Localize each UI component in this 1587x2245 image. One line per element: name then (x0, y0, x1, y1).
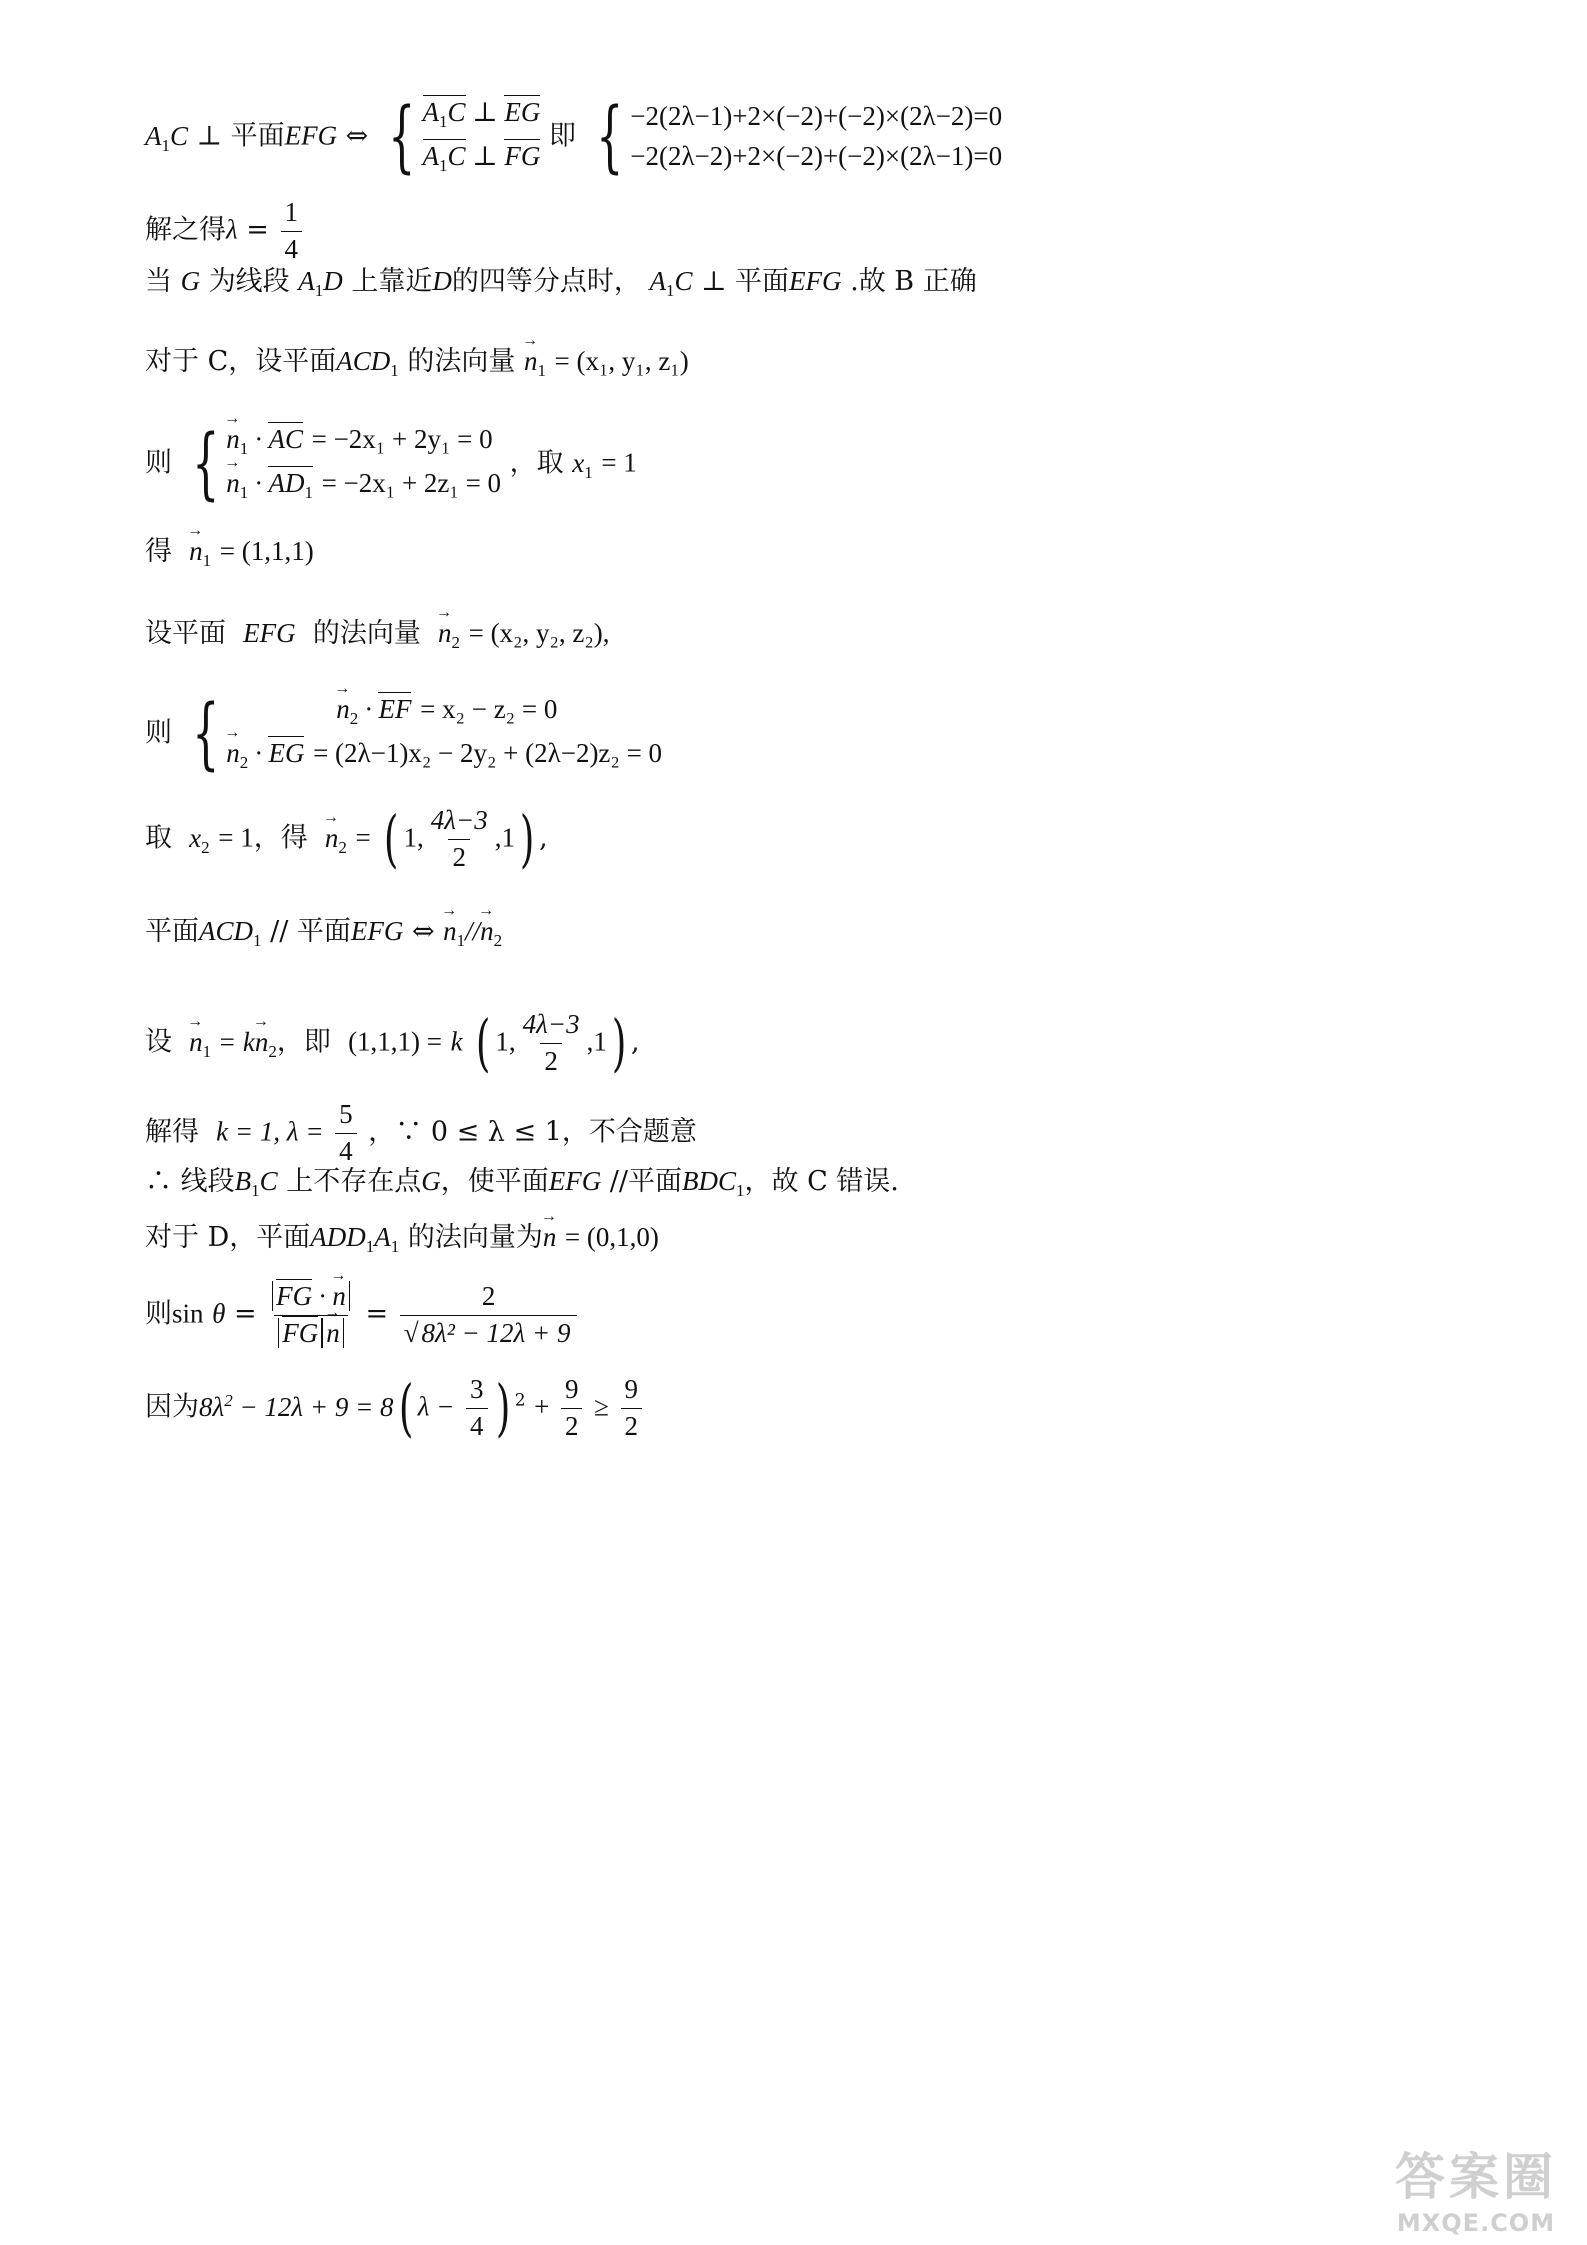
equation-1b: −2(2λ−2)+2×(−2)+(−2)×(2λ−1)=0 (630, 141, 1003, 171)
line-option-d: 对于 D，平面$ADD_1A_1$ 的法向量为→ n = (0,1,0) (145, 1224, 659, 1255)
line-system-n1: 则 { → $n_1$ · AC = −2x₁ + 2y₁ = 0 → $n_1 \cdot AD_1 = -2x_1 + 2z_1 = 0$ ，取 $x_1 = 1$ (145, 425, 637, 503)
line-solve-lambda: 解之得λ = $\frac{1}{4}$ (145, 198, 305, 264)
equation-1a: −2(2λ−1)+2×(−2)+(−2)×(2λ−2)=0 (630, 101, 1003, 132)
line-n1-value: 得 → $n_1 = (1,1,1)$ (145, 538, 314, 569)
line-perp-condition: $A_1C$ ⊥ 平面EFG ⇔ { $A_1C$ ⊥ EG $A_1C$ ⊥ FG 即 { −2(2λ−1)+2×(−2)+(−2)×(2λ−2)=0 −2(2λ−2)+2×(−2)+(−2)×(2λ−1)=0 (145, 92, 1003, 182)
line-conclusion-c: ∴ 线段$B_1C$ 上不存在点G，使平面EFG //平面$BDC_1$，故 C 错误. (145, 1166, 899, 1200)
line-n2-value: 取 $x_2 = 1$，得 → $n_2$ = ( 1, $\frac{4\lambda-3}{2}$ ,1) , (145, 806, 548, 872)
line-k-equation: 设 → $n_1 = k\to n_2$，即 (1,1,1) = k ( 1, $\frac{4\lambda-3}{2}$ ,1) , (145, 1010, 640, 1076)
line-sin-theta: 则sin θ = $\frac{FG \cdot \to n}{FG\to n}$ = $\frac{2}{\text{√ 8λ² − 12λ + 9}}$ (145, 1282, 580, 1348)
line-option-c: 对于 C，设平面$ACD_1$ 的法向量 → $n_1 = (x_1$, y₁, z₁) (145, 348, 689, 379)
line-system-n2: 则 { → $n_2$ · EF = x₂ − z₂ = 0 → $n_2$ · EG = (2λ−1)x₂ − 2y₂ + (2λ−2)z₂ = 0 (145, 695, 662, 773)
line-parallel-cond: 平面$ACD_1$ // 平面EFG ⇔ → $n_1//\to n_2$ (145, 918, 502, 949)
line-conclusion-b: 当 G 为线段 $A_1D$ 上靠近D的四等分点时， $A_1C$ ⊥ 平面EFG .故 B 正确 (145, 266, 977, 300)
watermark-logo: 答案圈 MXQE.COM (1395, 2148, 1557, 2237)
line-n2-def: 设平面 EFG 的法向量 → $n_2 = (x_2$, y₂, z₂), (145, 620, 610, 651)
line-inequality: 因为$8\lambda^2 - 12\lambda + 9 = 8$( λ − $\frac{3}{4}$ ) $^2$ + $\frac{9}{2}$ ≥ $\frac{9}{2}$ (145, 1375, 645, 1441)
line-solve-k: 解得 k = 1, λ = $\frac{5}{4}$ ，∵ 0 ≤ λ ≤ 1，不合题意 (145, 1099, 697, 1166)
